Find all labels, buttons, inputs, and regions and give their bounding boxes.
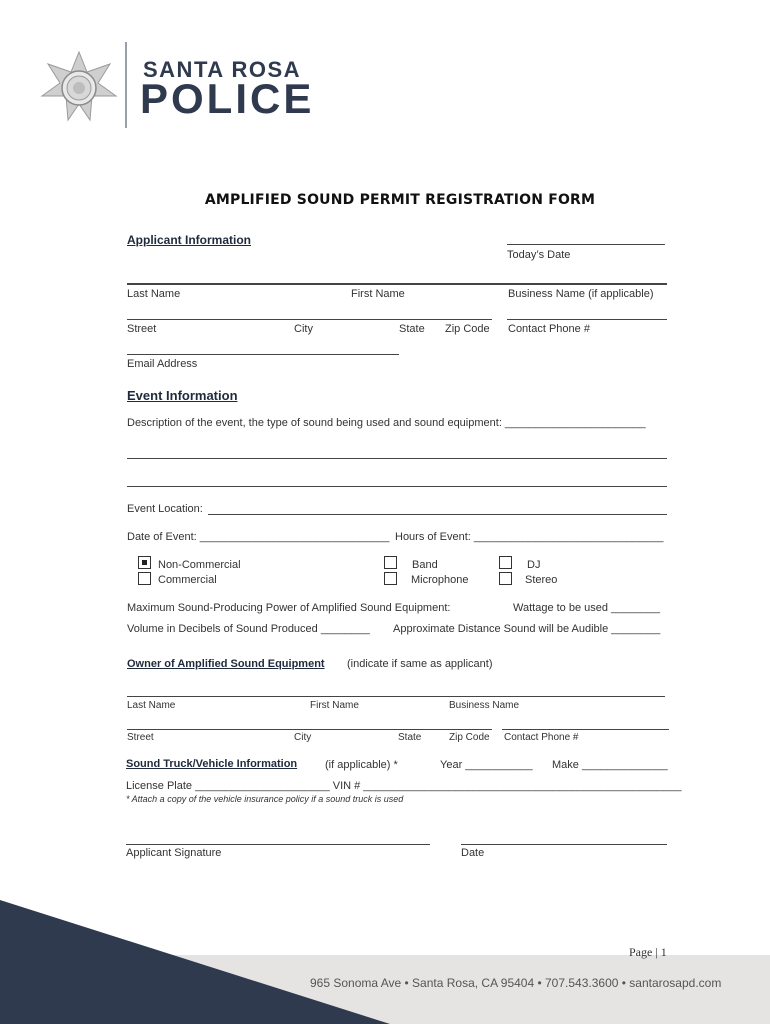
owner-note: (indicate if same as applicant) [347,658,493,670]
vehicle-note: (if applicable) * [325,759,398,771]
first-name-label: First Name [351,288,405,300]
police-badge-icon [40,50,118,122]
owner-business-name-label: Business Name [449,700,520,711]
vehicle-heading: Sound Truck/Vehicle Information [126,758,298,770]
owner-address-field[interactable] [127,729,492,730]
vehicle-make-field[interactable]: Make ______________ [552,759,668,771]
logo-divider [125,42,127,128]
signature-date-label: Date [461,847,485,859]
address-field[interactable] [127,319,492,320]
footer-navy-triangle [0,900,400,1024]
event-location-field[interactable] [208,514,667,515]
microphone-checkbox[interactable] [384,572,397,585]
non-commercial-checkbox[interactable] [138,556,151,569]
band-label: Band [412,559,438,571]
wattage-field[interactable]: Wattage to be used ________ [513,602,660,614]
page-number: Page | 1 [629,945,667,959]
todays-date-label: Today’s Date [507,249,571,261]
owner-name-field[interactable] [127,696,665,697]
email-field[interactable] [127,354,399,355]
last-name-label: Last Name [127,288,181,300]
non-commercial-label: Non-Commercial [158,559,241,571]
insurance-note: * Attach a copy of the vehicle insurance policy if a sound truck is used [126,794,404,804]
form-title: AMPLIFIED SOUND PERMIT REGISTRATION FORM [204,192,596,208]
vehicle-year-field[interactable]: Year ___________ [440,759,533,771]
max-power-label: Maximum Sound-Producing Power of Amplified Sound Equipment: [127,602,451,614]
owner-street-label: Street [127,732,154,743]
dj-label: DJ [527,559,541,571]
event-description-line-1[interactable] [127,458,667,459]
state-label: State [399,323,425,335]
todays-date-field[interactable] [507,244,665,245]
band-checkbox[interactable] [384,556,397,569]
org-name-line2: POLICE [140,75,315,122]
owner-zip-label: Zip Code [449,732,490,743]
email-label: Email Address [127,358,198,370]
event-date-field[interactable]: Date of Event: _______________________________ [127,531,390,543]
license-vin-field[interactable]: License Plate ______________________ VIN # ____________________________________________________ [126,780,682,792]
applicant-name-field[interactable] [127,283,667,285]
dj-checkbox[interactable] [499,556,512,569]
applicant-signature-label: Applicant Signature [126,847,222,859]
phone-field[interactable] [507,319,667,320]
owner-phone-label: Contact Phone # [504,732,579,743]
distance-field[interactable]: Approximate Distance Sound will be Audible ________ [393,623,661,635]
owner-heading: Owner of Amplified Sound Equipment [127,658,325,670]
owner-state-label: State [398,732,422,743]
owner-last-name-label: Last Name [127,700,176,711]
event-hours-field[interactable]: Hours of Event: _______________________________ [395,531,664,543]
event-heading: Event Information [127,388,238,403]
phone-label: Contact Phone # [508,323,590,335]
commercial-label: Commercial [158,574,217,586]
event-location-label: Event Location: [127,503,203,515]
org-name-line1: SANTA ROSA [143,57,301,82]
applicant-signature-field[interactable] [126,844,430,845]
signature-date-field[interactable] [461,844,667,845]
owner-phone-field[interactable] [502,729,669,730]
footer-contact: 965 Sonoma Ave • Santa Rosa, CA 95404 • 707.543.3600 • santarosapd.com [310,976,722,990]
event-description-line-2[interactable] [127,486,667,487]
owner-city-label: City [294,732,312,743]
zip-label: Zip Code [445,323,490,335]
applicant-heading: Applicant Information [127,233,251,247]
business-name-label: Business Name (if applicable) [508,288,654,300]
event-description[interactable]: Description of the event, the type of sound being used and sound equipment: _______________________ [127,417,646,429]
city-label: City [294,323,313,335]
microphone-label: Microphone [411,574,469,586]
volume-field[interactable]: Volume in Decibels of Sound Produced ________ [127,623,370,635]
stereo-checkbox[interactable] [499,572,512,585]
street-label: Street [127,323,157,335]
commercial-checkbox[interactable] [138,572,151,585]
stereo-label: Stereo [525,574,558,586]
owner-first-name-label: First Name [310,700,359,711]
